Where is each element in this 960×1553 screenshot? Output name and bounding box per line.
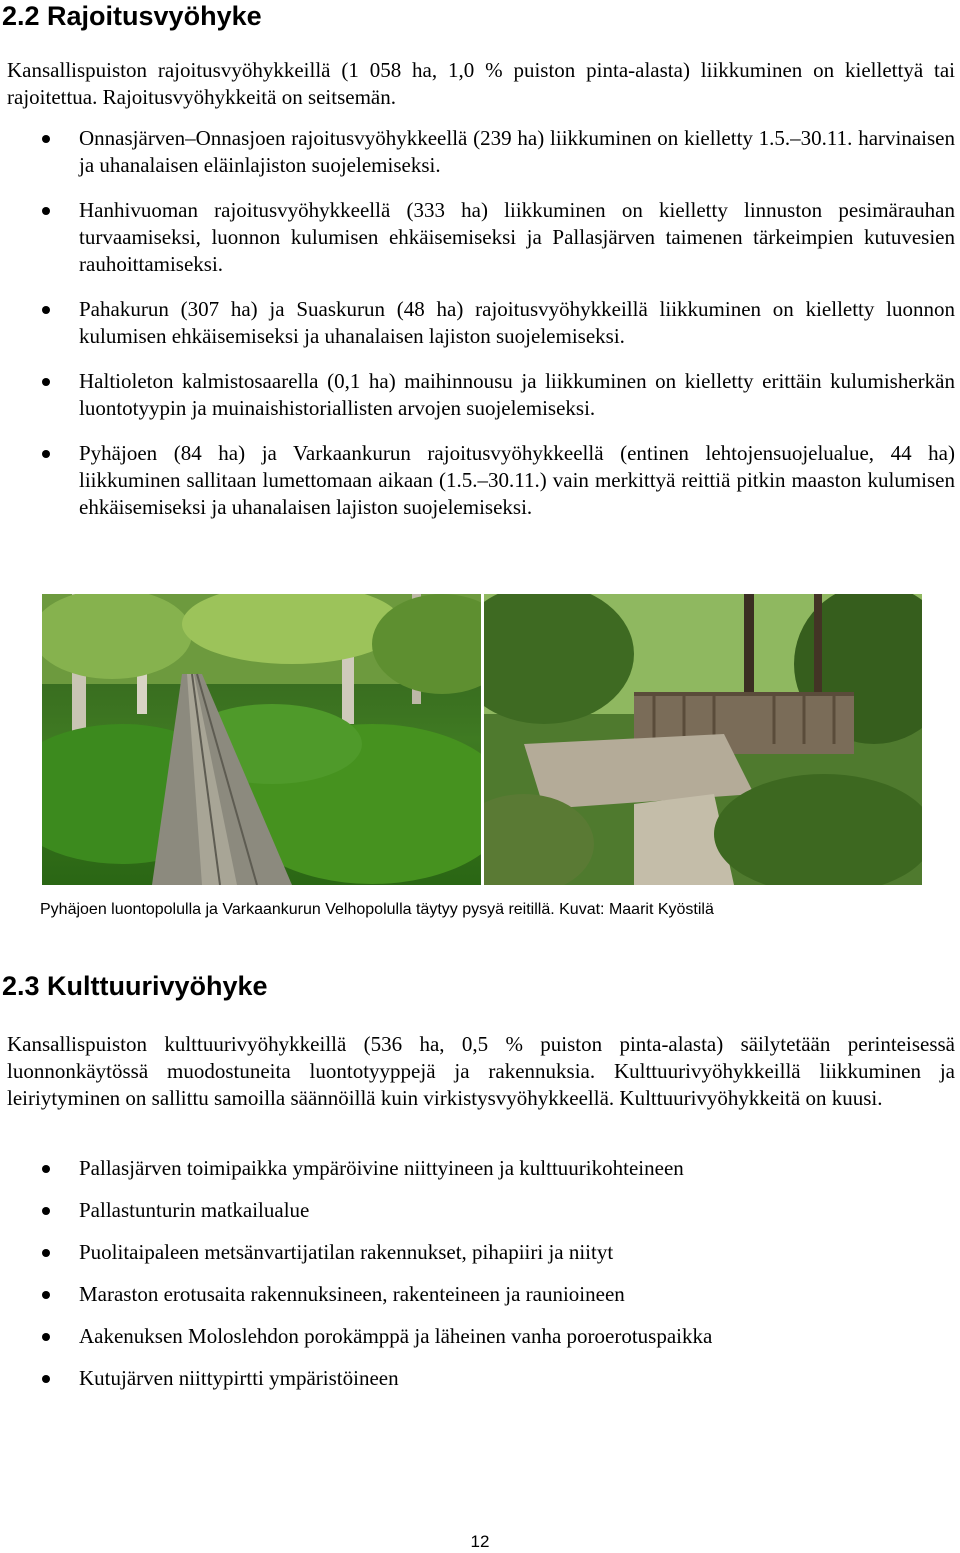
list-item-text: Puolitaipaleen metsänvartijatilan rakennukset, pihapiiri ja niityt [79,1240,614,1264]
list-item-text: Hanhivuoman rajoitusvyöhykkeellä (333 ha) liikkuminen on kielletty linnuston pesimärauhan turvaamiseksi, luonnon kulumisen ehkäisemiseksi ja Pallasjärven taimenen tärkeimpien kutuvesien rauhoittamiseksi. [79,198,955,276]
bullet-icon [42,1375,50,1383]
bullet-icon [42,1249,50,1257]
bullet-icon [42,1333,50,1341]
bullet-icon [42,135,50,143]
list-item-text: Pahakurun (307 ha) ja Suaskurun (48 ha) rajoitusvyöhykkeillä liikkuminen on kielletty luonnon kulumisen ehkäisemiseksi ja uhanalaisen lajiston suojelemiseksi. [79,297,955,348]
list-item-text: Kutujärven niittypirtti ympäristöineen [79,1366,399,1390]
list-item [0,1323,955,1350]
list-item [0,1197,955,1224]
list-item [0,1365,955,1392]
list-item [0,1155,955,1182]
bullet-icon [42,207,50,215]
section-heading-kulttuurivyohyke: 2.3 Kulttuurivyöhyke [2,971,268,1001]
list-item-text: Aakenuksen Moloslehdon porokämppä ja läheinen vanha poroerotuspaikka [79,1324,713,1348]
page-number: 12 [470,1532,490,1551]
list-item-text: Pyhäjoen (84 ha) ja Varkaankurun rajoitusvyöhykkeellä (entinen lehtojensuojelualue, 44 ha) liikkuminen sallitaan lumettomaan aikaan (1.5.–30.11.) vain merkittyä reittiä pitkin maaston kulumisen ehkäisemiseksi ja uhanalaisen lajiston suojelemiseksi. [79,441,955,519]
list-item [0,197,955,278]
list-item-text: Haltioleton kalmistosaarella (0,1 ha) maihinnousu ja liikkuminen on kielletty erittäin kulumisherkän luontotyypin ja muinaishistoriallisten arvojen suojelemiseksi. [79,369,955,420]
bullet-icon [42,378,50,386]
list-item-text: Pallasjärven toimipaikka ympäröivine niittyineen ja kulttuurikohteineen [79,1156,684,1180]
bullet-icon [42,1165,50,1173]
list-item [0,368,955,422]
list-item [0,1281,955,1308]
intro-paragraph-kulttuurivyohyke: Kansallispuiston kulttuurivyöhykkeillä (536 ha, 0,5 % puiston pinta-alasta) säilytetään perinteisessä luonnonkäytössä muodostuneita luontotyyppejä ja rakennuksia. Kulttuurivyöhykkeillä liikkuminen ja leiriytyminen on sallittu samoilla säännöillä kuin virkistysvyöhykkeellä. Kulttuurivyöhykkeitä on kuusi. [7,1032,955,1110]
bullet-icon [42,306,50,314]
list-item [0,440,955,521]
culture-zone-list [0,1155,960,1392]
wooden-platform-photo [484,594,922,885]
bullet-icon [42,1291,50,1299]
duckboard-path-photo [42,594,481,885]
list-item [0,296,955,350]
restriction-zone-list [0,125,960,521]
list-item-text: Maraston erotusaita rakennuksineen, rakenteineen ja raunioineen [79,1282,625,1306]
list-item-text: Pallastunturin matkailualue [79,1198,310,1222]
photo-caption: Pyhäjoen luontopolulla ja Varkaankurun Velhopolulla täytyy pysyä reitillä. Kuvat: Maarit Kyöstilä [40,901,714,918]
list-item [0,1239,955,1266]
section-heading-rajoitusvyohyke: 2.2 Rajoitusvyöhyke [2,1,262,31]
bullet-icon [42,450,50,458]
list-item-text: Onnasjärven–Onnasjoen rajoitusvyöhykkeellä (239 ha) liikkuminen on kielletty 1.5.–30.11. harvinaisen ja uhanalaisen eläinlajiston suojelemiseksi. [79,126,955,177]
list-item [0,125,955,179]
bullet-icon [42,1207,50,1215]
intro-paragraph-rajoitusvyohyke: Kansallispuiston rajoitusvyöhykkeillä (1 058 ha, 1,0 % puiston pinta-alasta) liikkuminen on kiellettyä tai rajoitettua. Rajoitusvyöhykkeitä on seitsemän. [7,58,955,109]
